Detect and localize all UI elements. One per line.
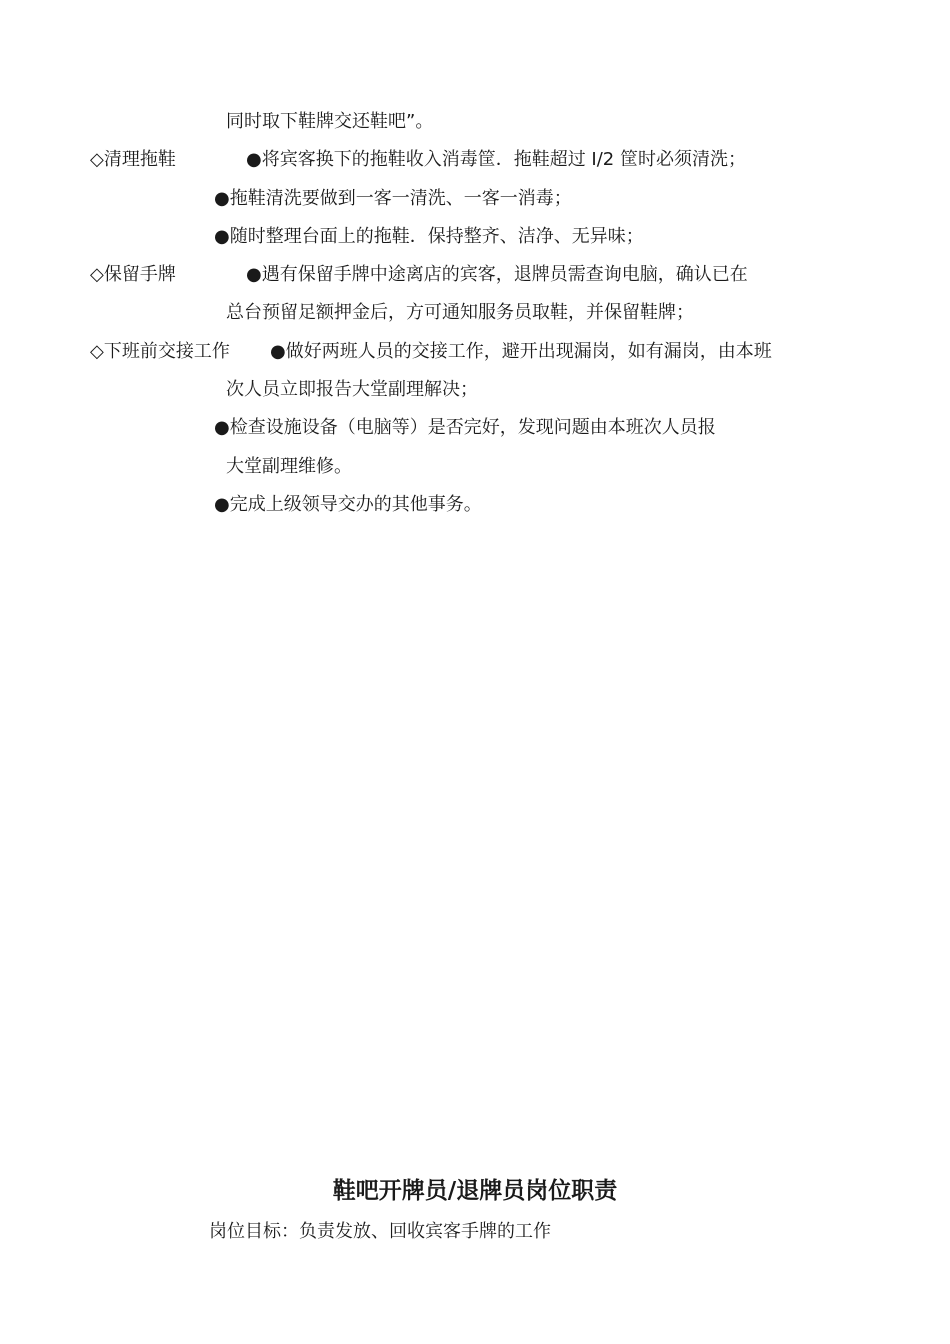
- bullet-text: ●遇有保留手牌中途离店的宾客，退牌员需查询电脑，确认已在: [246, 264, 748, 285]
- bullet-text: ●完成上级领导交办的其他事务。: [214, 494, 482, 515]
- bullet-text: ●做好两班人员的交接工作，避开出现漏岗，如有漏岗，由本班: [270, 341, 772, 362]
- bullet-text: ●将宾客换下的拖鞋收入消毒筐．拖鞋超过 I/2 筐时必须清洗；: [246, 149, 746, 170]
- bullet-text: ●随时整理台面上的拖鞋．保持整齐、洁净、无异味；: [214, 226, 644, 247]
- text-line: 总台预留足额押金后，方可通知服务员取鞋，并保留鞋牌；: [226, 302, 694, 323]
- bullet-text: ●拖鞋清洗要做到一客一清洗、一客一消毒；: [214, 188, 572, 209]
- item-label-keep-wristband: ◇保留手牌: [90, 264, 176, 285]
- position-goal: 岗位目标：负责发放、回收宾客手牌的工作: [209, 1221, 551, 1242]
- item-label-clean-slippers: ◇清理拖鞋: [90, 149, 176, 170]
- text-line: 同时取下鞋牌交还鞋吧”。: [226, 111, 434, 132]
- text-line: 次人员立即报告大堂副理解决；: [226, 379, 478, 400]
- text-line: 大堂副理维修。: [226, 456, 352, 477]
- bullet-text: ●检查设施设备（电脑等）是否完好，发现问题由本班次人员报: [214, 417, 716, 438]
- section-heading: 鞋吧开牌员/退牌员岗位职责: [332, 1178, 618, 1204]
- item-label-shift-handover: ◇下班前交接工作: [90, 341, 230, 362]
